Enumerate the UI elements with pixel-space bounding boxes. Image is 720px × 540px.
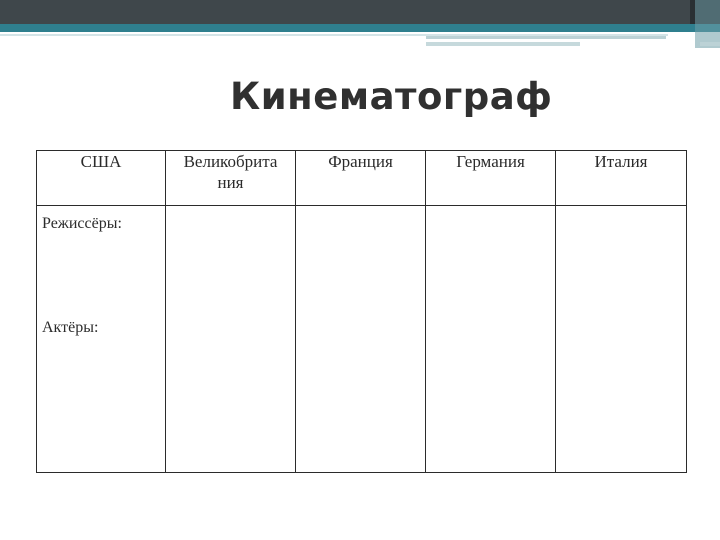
cinema-table-wrapper: [36, 150, 686, 472]
header-cell-france[interactable]: [296, 151, 426, 206]
header-cell-uk[interactable]: [166, 151, 296, 206]
header-cell-italy[interactable]: [556, 151, 687, 206]
directors-label: Режиссёры:: [42, 215, 122, 232]
header-cell-germany[interactable]: [426, 151, 556, 206]
decor-rule: [700, 42, 720, 46]
table-body-row: [37, 206, 687, 473]
header-label: Великобрита ния: [183, 152, 278, 192]
slide-teal-band: [0, 24, 720, 32]
row-labels: [37, 206, 165, 472]
slide-top-bar: [0, 0, 720, 24]
decor-rule: [426, 36, 666, 39]
header-label: Германия: [456, 152, 525, 171]
header-cell-usa[interactable]: [37, 151, 166, 206]
decor-rule: [426, 42, 580, 46]
slide-corner-block: [695, 0, 720, 48]
body-cell-france[interactable]: [296, 206, 426, 473]
header-label: Италия: [594, 152, 648, 171]
body-cell-germany[interactable]: [426, 206, 556, 473]
slide-title: Кинематограф: [230, 75, 553, 118]
header-label: США: [80, 152, 122, 171]
actors-label: Актёры:: [42, 319, 99, 336]
cinema-table: [36, 150, 687, 473]
header-label: Франция: [328, 152, 393, 171]
body-cell-italy[interactable]: [556, 206, 687, 473]
table-header-row: [37, 151, 687, 206]
body-cell-usa[interactable]: [37, 206, 166, 473]
body-cell-uk[interactable]: [166, 206, 296, 473]
